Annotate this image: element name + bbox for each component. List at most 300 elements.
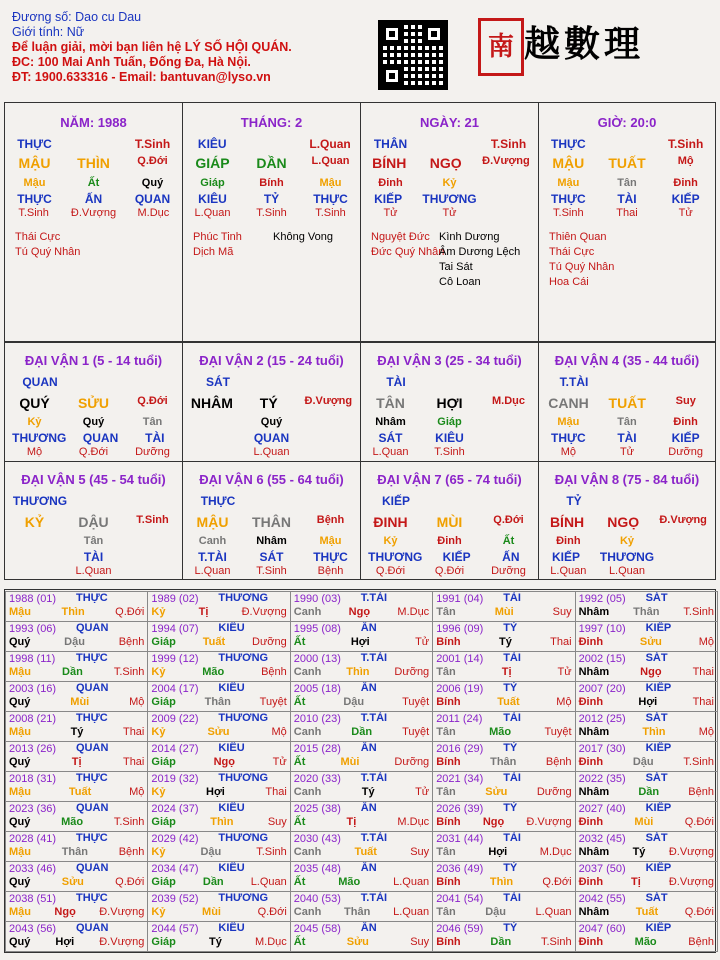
year-stem: Canh <box>293 786 322 798</box>
year-label: 1994 (07) <box>151 623 199 635</box>
year-label: 2036 (49) <box>436 863 484 875</box>
dai-van-row <box>539 416 715 428</box>
pillar-row <box>539 177 715 189</box>
year-branch: Mùi <box>634 816 654 828</box>
year-pillar <box>9 936 144 948</box>
chart-text <box>15 535 55 547</box>
year-stem: Quý <box>9 696 31 708</box>
year-cell <box>575 591 718 622</box>
year-pillar <box>294 786 429 798</box>
year-branch: Hợi <box>488 846 508 858</box>
chart-text: Q.Đới <box>493 514 524 526</box>
year-star: QUAN <box>76 682 109 694</box>
year-cell <box>5 771 148 802</box>
chart-text: Tân <box>617 416 637 428</box>
year-pillar <box>294 756 429 768</box>
year-branch: Dần <box>638 786 660 798</box>
year-phase: Thai <box>122 726 145 738</box>
chart-text: T.Sinh <box>490 137 527 151</box>
year-pillar <box>294 936 429 948</box>
chart-text: MẬU <box>552 155 585 171</box>
chart-text: Đinh <box>378 177 403 189</box>
brand-logo: 越數理 <box>524 23 645 65</box>
year-phase: L.Quan <box>250 876 287 888</box>
year-star: THƯƠNG <box>218 712 269 724</box>
chart-text: MẬU <box>18 155 51 171</box>
year-label: 2032 (45) <box>578 833 626 845</box>
year-cell <box>290 711 433 742</box>
chart-text: L.Quan <box>550 565 587 577</box>
year-phase: Tử <box>415 786 430 798</box>
year-pillar <box>9 756 144 768</box>
year-stem: Quý <box>9 816 31 828</box>
year-branch: Thìn <box>346 666 370 678</box>
year-stem: Quý <box>9 756 31 768</box>
year-cell <box>5 741 148 772</box>
year-branch: Sửu <box>346 936 369 948</box>
year-branch: Dậu <box>200 846 222 858</box>
year-phase: M.Dục <box>397 816 430 828</box>
year-branch: Dậu <box>64 636 85 648</box>
year-pillar <box>579 936 714 948</box>
year-cell <box>147 771 290 802</box>
header-line: Giới tính: Nữ <box>12 25 85 39</box>
year-label: 2033 (46) <box>9 863 57 875</box>
year-phase: L.Quan <box>393 906 430 918</box>
year-branch: Tý <box>209 936 222 948</box>
year-branch: Dậu <box>632 756 654 768</box>
year-branch: Mão <box>61 816 84 828</box>
year-pillar <box>436 876 571 888</box>
year-star: THỰC <box>76 712 108 724</box>
chart-text: T.Sinh <box>667 137 704 151</box>
chart-text <box>133 565 173 577</box>
dai-van-row <box>183 395 360 411</box>
year-star: TÀI <box>503 652 521 664</box>
pillar-stars <box>371 230 444 260</box>
year-label: 2029 (42) <box>151 833 199 845</box>
chart-text: THÌN <box>77 155 110 171</box>
year-label: 2016 (29) <box>436 743 484 755</box>
chart-text: Tử <box>619 446 635 458</box>
year-phase: Mộ <box>698 726 714 738</box>
year-phase: Tuyệt <box>402 726 430 738</box>
year-pillar <box>436 846 571 858</box>
chart-text: Suy <box>675 395 696 407</box>
year-branch: Sửu <box>485 786 508 798</box>
star-label: Tú Quý Nhân <box>15 246 81 258</box>
year-star: ẤN <box>360 922 377 934</box>
year-pillar <box>436 906 571 918</box>
year-phase: Dưỡng <box>394 666 430 678</box>
year-star: THƯƠNG <box>218 652 269 664</box>
year-branch: Tị <box>501 666 512 678</box>
year-stem: Nhâm <box>578 666 610 678</box>
year-star: TÀI <box>503 892 521 904</box>
chart-text: Mậu <box>557 416 580 428</box>
year-label: 2022 (35) <box>578 773 626 785</box>
year-stem: Kỷ <box>151 606 166 618</box>
year-branch: Ngọ <box>54 906 76 918</box>
chart-text: Nhâm <box>375 416 406 428</box>
year-phase: Bệnh <box>118 636 145 648</box>
dai-van-row <box>5 550 182 564</box>
year-cell <box>290 801 433 832</box>
year-pillar <box>436 666 571 678</box>
chart-text: SÁT <box>259 550 284 564</box>
year-cell <box>5 711 148 742</box>
chart-text: T.Sinh <box>553 207 584 219</box>
year-stem: Giáp <box>151 636 176 648</box>
year-stem: Canh <box>293 726 322 738</box>
year-cell <box>147 921 290 952</box>
chart-text: Dưỡng <box>668 446 704 458</box>
year-stem: Kỷ <box>151 666 166 678</box>
year-cell <box>290 621 433 652</box>
dai-van-row <box>361 416 538 428</box>
year-cell <box>575 741 718 772</box>
chart-text: Mộ <box>677 155 694 167</box>
year-branch: Tý <box>70 726 84 738</box>
year-star: KIẾP <box>645 802 672 814</box>
year-pillar <box>436 786 571 798</box>
chart-text: Kỷ <box>27 416 42 428</box>
dai-van-row <box>5 565 182 577</box>
chart-text: Q.Đới <box>137 395 168 407</box>
pillar-cell <box>538 102 716 342</box>
year-cell <box>5 621 148 652</box>
year-phase: Mộ <box>271 726 287 738</box>
chart-text: QUAN <box>253 431 290 445</box>
dai-van-row <box>183 565 360 577</box>
star-label: Thái Cực <box>15 231 61 243</box>
year-star: SÁT <box>645 592 668 604</box>
year-label: 2019 (32) <box>151 773 199 785</box>
year-label: 2007 (20) <box>578 683 626 695</box>
year-star: KIẾP <box>645 922 672 934</box>
pillar-row <box>183 137 360 151</box>
chart-text: THỰC <box>17 192 52 206</box>
year-branch: Tuất <box>635 906 659 918</box>
year-pillar <box>151 696 286 708</box>
year-phase: Đ.Vượng <box>668 846 714 858</box>
year-star: ẤN <box>360 862 377 874</box>
chart-text: T.Sinh <box>256 565 287 577</box>
pillar-row <box>539 155 715 171</box>
year-phase: Đ.Vượng <box>241 606 287 618</box>
year-pillar <box>579 876 714 888</box>
pillar-row <box>183 177 360 189</box>
dai-van-star: THỰC <box>200 494 236 508</box>
chart-text: THỰC <box>17 137 52 151</box>
dai-van-row <box>539 514 715 530</box>
year-label: 2005 (18) <box>293 683 341 695</box>
chart-text: THƯƠNG <box>422 192 477 206</box>
dai-van-row <box>183 446 360 458</box>
year-branch: Mão <box>202 666 225 678</box>
year-star: SÁT <box>645 712 668 724</box>
chart-text: HỢI <box>436 395 463 411</box>
year-stem: Đinh <box>578 816 604 828</box>
chart-text: SỬU <box>77 395 110 411</box>
chart-text: QUÝ <box>19 395 50 411</box>
year-pillar <box>9 636 144 648</box>
header-line: ĐC: 100 Mai Anh Tuấn, Đống Đa, Hà Nội. <box>12 55 251 69</box>
chart-text: Tân <box>142 416 163 428</box>
year-star: KIẾP <box>645 862 672 874</box>
chart-text: Thai <box>616 207 638 219</box>
pillar-stars <box>549 230 614 290</box>
dai-van-row <box>361 550 538 564</box>
year-stem: Tân <box>436 906 456 918</box>
year-phase: Thai <box>692 696 714 708</box>
dai-van-row <box>539 431 715 445</box>
year-phase: Thai <box>550 636 572 648</box>
year-branch: Mùi <box>70 696 90 708</box>
year-pillar <box>294 696 429 708</box>
chart-text: TUẤT <box>608 155 646 171</box>
year-star: QUAN <box>76 862 109 874</box>
year-star: THƯƠNG <box>218 772 269 784</box>
year-stem: Bính <box>436 876 461 888</box>
pillar-title: GIỜ: 20:0 <box>597 115 657 130</box>
chart-text <box>311 446 351 458</box>
year-pillar <box>436 816 571 828</box>
year-cell <box>290 861 433 892</box>
pillar-row <box>5 207 182 219</box>
chart-text: MẬU <box>196 514 229 530</box>
year-cell <box>290 921 433 952</box>
year-branch: Tuất <box>497 696 520 708</box>
dai-van-star: SÁT <box>206 375 230 389</box>
pillar-row <box>183 192 360 206</box>
dai-van-row <box>361 565 538 577</box>
chart-text <box>74 137 114 151</box>
pillar-cell <box>182 102 361 342</box>
year-label: 2034 (47) <box>151 863 199 875</box>
year-branch: Thân <box>633 606 660 618</box>
dai-van-title: ĐẠI VẬN 7 (65 - 74 tuổi) <box>377 472 522 487</box>
chart-text: Mậu <box>319 177 342 189</box>
year-pillar <box>9 846 144 858</box>
year-star: T.TÀI <box>360 712 388 724</box>
year-star: SÁT <box>645 772 668 784</box>
year-cell <box>432 681 575 712</box>
year-cell <box>290 591 433 622</box>
chart-text: Ất <box>502 535 515 547</box>
year-branch: Mão <box>338 876 361 888</box>
chart-text: Bệnh <box>317 565 344 577</box>
chart-text: THỰC <box>313 550 348 564</box>
year-branch: Tý <box>361 786 375 798</box>
year-label: 2010 (23) <box>293 713 341 725</box>
year-star: KIÊU <box>218 742 245 754</box>
chart-text <box>133 550 173 564</box>
year-star: T.TÀI <box>360 652 388 664</box>
year-label: 2002 (15) <box>578 653 626 665</box>
chart-text: T.Sinh <box>315 207 346 219</box>
year-phase: Đ.Vượng <box>99 906 145 918</box>
star-label: Phúc Tinh <box>193 231 242 243</box>
year-label: 2000 (13) <box>293 653 341 665</box>
year-label: 1992 (05) <box>578 593 626 605</box>
year-cell <box>147 681 290 712</box>
chart-text: Giáp <box>437 416 462 428</box>
year-branch: Thân <box>490 756 517 768</box>
year-star: TỶ <box>503 802 518 814</box>
year-cell <box>575 711 718 742</box>
year-pillar <box>151 846 286 858</box>
chart-text <box>311 416 351 428</box>
year-branch: Hợi <box>55 936 75 948</box>
dai-van-row <box>5 446 182 458</box>
pillar-row <box>539 192 715 206</box>
year-cell <box>575 651 718 682</box>
year-label: 2001 (14) <box>436 653 484 665</box>
chart-text: L.Quan <box>75 565 112 577</box>
year-pillar <box>294 816 429 828</box>
year-stem: Mậu <box>9 726 31 738</box>
pillar-stars <box>439 230 520 290</box>
year-phase: L.Quan <box>535 906 572 918</box>
year-cell <box>290 831 433 862</box>
year-branch: Dậu <box>485 906 506 918</box>
year-stem: Ất <box>293 936 306 948</box>
qr-code-icon <box>378 20 448 90</box>
year-cell <box>5 801 148 832</box>
year-label: 2017 (30) <box>578 743 626 755</box>
chart-text: Tử <box>442 207 457 219</box>
dai-van-row <box>5 395 182 411</box>
chart-text <box>489 431 529 445</box>
chart-text: Đ.Vượng <box>659 514 707 526</box>
dai-van-row <box>539 395 715 411</box>
chart-text: L.Quan <box>608 565 646 577</box>
dai-van-row <box>183 431 360 445</box>
year-pillar <box>436 756 571 768</box>
year-branch: Dần <box>490 936 512 948</box>
chart-text: BÍNH <box>549 514 585 530</box>
year-star: SÁT <box>645 892 668 904</box>
year-stem: Ất <box>293 636 306 648</box>
year-phase: Thai <box>692 666 714 678</box>
chart-text: Đ.Vượng <box>70 207 117 219</box>
year-cell <box>432 621 575 652</box>
chart-text: TÀI <box>83 550 104 564</box>
chart-text: KIÊU <box>435 431 464 445</box>
dai-van-row <box>183 535 360 547</box>
year-cell <box>432 831 575 862</box>
year-cell <box>575 801 718 832</box>
star-label: Dịch Mã <box>193 246 234 258</box>
header-line: Đương số: Dao cu Dau <box>12 10 142 24</box>
chart-text <box>489 177 529 189</box>
year-phase: Bệnh <box>688 786 714 798</box>
chart-text: KIÊU <box>197 137 227 151</box>
chart-text: Giáp <box>200 177 225 189</box>
year-star: THỰC <box>76 832 108 844</box>
star-label: Thiên Quan <box>549 231 607 243</box>
year-branch: Sửu <box>61 876 84 888</box>
year-stem: Tân <box>436 846 456 858</box>
year-label: 1995 (08) <box>293 623 341 635</box>
header-info <box>12 10 342 85</box>
year-label: 2014 (27) <box>151 743 199 755</box>
year-stem: Kỷ <box>151 906 166 918</box>
year-stem: Tân <box>436 666 456 678</box>
year-phase: Q.Đới <box>542 876 572 888</box>
year-branch: Tị <box>198 606 209 618</box>
dai-van-row <box>5 514 182 530</box>
pillar-row <box>5 192 182 206</box>
year-pillar <box>294 666 429 678</box>
year-phase: Suy <box>410 936 430 948</box>
chart-text: L.Quan <box>253 446 290 458</box>
dai-van-cell <box>4 342 183 462</box>
chart-text: Q.Đới <box>78 446 109 458</box>
chart-text: L.Quan <box>372 446 409 458</box>
chart-text: ẤN <box>502 550 520 564</box>
year-star: QUAN <box>76 742 109 754</box>
year-stem: Bính <box>436 696 461 708</box>
year-label: 1990 (03) <box>293 593 341 605</box>
year-label: 1997 (10) <box>578 623 626 635</box>
year-pillar <box>579 666 714 678</box>
chart-text: KIẾP <box>374 192 403 206</box>
year-pillar <box>579 696 714 708</box>
year-cell <box>5 681 148 712</box>
year-pillar <box>9 696 144 708</box>
year-phase: Q.Đới <box>684 816 714 828</box>
year-stem: Bính <box>436 756 461 768</box>
chart-text <box>133 535 173 547</box>
year-phase: Mộ <box>129 786 145 798</box>
year-branch: Thân <box>61 846 88 858</box>
year-pillar <box>151 786 286 798</box>
year-cell <box>147 711 290 742</box>
year-stem: Ất <box>293 756 306 768</box>
year-stem: Mậu <box>9 786 31 798</box>
year-label: 2004 (17) <box>151 683 199 695</box>
chart-text <box>489 446 529 458</box>
chart-text <box>668 550 708 564</box>
chart-text <box>489 207 529 219</box>
year-cell <box>147 831 290 862</box>
year-label: 2026 (39) <box>436 803 484 815</box>
year-phase: Q.Đới <box>257 906 287 918</box>
dai-van-row <box>361 535 538 547</box>
year-stem: Đinh <box>578 876 604 888</box>
chart-text: SÁT <box>378 431 403 445</box>
year-label: 2046 (59) <box>436 923 484 935</box>
year-cell <box>432 921 575 952</box>
year-cell <box>290 681 433 712</box>
chart-text: TÀI <box>617 192 637 206</box>
dai-van-row <box>539 446 715 458</box>
year-label: 1999 (12) <box>151 653 199 665</box>
year-cell <box>575 921 718 952</box>
year-stem: Mậu <box>9 906 31 918</box>
year-branch: Mùi <box>494 606 514 618</box>
year-branch: Thìn <box>642 726 666 738</box>
year-star: THỰC <box>76 592 108 604</box>
year-cell <box>290 651 433 682</box>
year-pillar <box>436 636 571 648</box>
pillar-row <box>361 137 538 151</box>
year-pillar <box>151 816 286 828</box>
star-label: Tú Quý Nhân <box>549 261 615 273</box>
year-phase: Q.Đới <box>115 606 145 618</box>
